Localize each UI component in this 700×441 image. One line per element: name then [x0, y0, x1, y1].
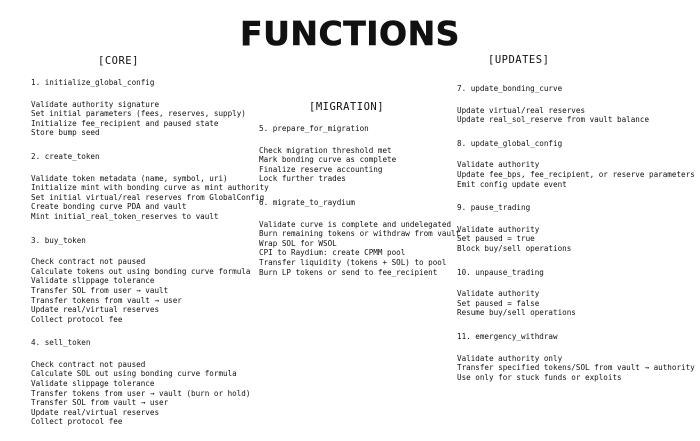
- function-step: Initialize mint with bonding curve as mint authority: [31, 183, 269, 193]
- function-block: [259, 198, 460, 277]
- function-title: 8. update_global_config: [457, 138, 563, 148]
- core-column: [31, 78, 269, 441]
- function-block: [259, 124, 460, 184]
- function-block: [31, 338, 269, 427]
- function-step: Calculate tokens out using bonding curve formula: [31, 266, 251, 276]
- function-step: Wrap SOL for WSOL: [259, 238, 337, 248]
- function-title: 2. create_token: [31, 151, 100, 161]
- function-title: 9. pause_trading: [457, 203, 531, 213]
- function-step: Burn remaining tokens or withdraw from vault: [259, 229, 461, 239]
- function-step: Set initial virtual/real reserves from GlobalConfig: [31, 192, 265, 202]
- function-step: Initialize fee_recipient and paused state: [31, 118, 219, 128]
- function-step: Emit config update event: [457, 179, 567, 189]
- function-step: Update real_sol_reserve from vault balance: [457, 115, 650, 125]
- updates-header: [UPDATES]: [488, 54, 550, 66]
- function-step: Validate curve is complete and undelegated: [259, 219, 452, 229]
- function-step: Update virtual/real reserves: [457, 105, 586, 115]
- function-step: Check migration threshold met: [259, 145, 392, 155]
- function-title: 11. emergency_withdraw: [457, 331, 558, 341]
- function-step: Calculate SOL out using bonding curve formula: [31, 369, 237, 379]
- function-step: Finalize reserve accounting: [259, 164, 383, 174]
- function-step: Transfer SOL from vault → user: [31, 398, 169, 408]
- function-step: Store bump seed: [31, 128, 100, 138]
- function-step: Transfer SOL from user → vault: [31, 285, 169, 295]
- function-step: Set paused = false: [457, 298, 540, 308]
- function-step: Update fee_bps, fee_recipient, or reserve parameters: [457, 169, 695, 179]
- function-step: Resume buy/sell operations: [457, 308, 576, 318]
- function-step: Mint initial_real_token_reserves to vault: [31, 211, 219, 221]
- function-step: Create bonding curve PDA and vault: [31, 202, 187, 212]
- function-title: 1. initialize_global_config: [31, 78, 155, 87]
- migration-header: [MIGRATION]: [309, 101, 385, 113]
- function-step: Block buy/sell operations: [457, 243, 572, 253]
- function-step: Check contract not paused: [31, 257, 146, 267]
- function-title: 4. sell_token: [31, 338, 91, 348]
- function-step: Transfer specified tokens/SOL from vault → authority: [457, 363, 695, 373]
- function-step: Use only for stuck funds or exploits: [457, 372, 622, 382]
- updates-column: [457, 84, 695, 396]
- function-block: [457, 268, 695, 318]
- function-step: Collect protocol fee: [31, 417, 123, 427]
- function-block: [457, 84, 695, 125]
- function-step: Validate slippage tolerance: [31, 276, 155, 286]
- function-block: [457, 332, 695, 382]
- function-step: Validate token metadata (name, symbol, uri): [31, 173, 228, 183]
- function-step: Transfer tokens from vault → user: [31, 295, 182, 305]
- function-step: Transfer tokens from user → vault (burn or hold): [31, 388, 251, 398]
- function-block: [457, 203, 695, 253]
- function-step: Validate authority signature: [31, 99, 160, 109]
- function-title: 3. buy_token: [31, 235, 86, 245]
- function-step: Lock further trades: [259, 174, 346, 184]
- function-title: 10. unpause_trading: [457, 267, 544, 277]
- function-step: CPI to Raydium: create CPMM pool: [259, 248, 406, 258]
- function-block: [457, 139, 695, 189]
- function-title: 5. prepare_for_migration: [259, 124, 369, 133]
- function-step: Burn LP tokens or send to fee_recipient: [259, 267, 438, 277]
- function-block: [31, 78, 269, 138]
- function-block: [31, 236, 269, 325]
- migration-column: [259, 124, 460, 291]
- function-step: Update real/virtual reserves: [31, 305, 160, 315]
- function-step: Set initial parameters (fees, reserves, supply): [31, 109, 246, 119]
- function-step: Check contract not paused: [31, 359, 146, 369]
- page-title: FUNCTIONS: [240, 14, 460, 53]
- function-step: Set paused = true: [457, 234, 535, 244]
- core-header: [CORE]: [98, 55, 139, 67]
- function-step: Validate authority only: [457, 353, 563, 363]
- function-step: Validate authority: [457, 289, 540, 299]
- function-step: Validate authority: [457, 160, 540, 170]
- function-title: 6. migrate_to_raydium: [259, 197, 356, 207]
- function-step: Collect protocol fee: [31, 314, 123, 324]
- function-step: Mark bonding curve as complete: [259, 155, 397, 165]
- function-step: Validate authority: [457, 224, 540, 234]
- function-step: Transfer liquidity (tokens + SOL) to pool: [259, 257, 447, 267]
- function-block: [31, 152, 269, 222]
- function-step: Validate slippage tolerance: [31, 379, 155, 389]
- function-title: 7. update_bonding_curve: [457, 84, 563, 93]
- function-step: Update real/virtual reserves: [31, 407, 160, 417]
